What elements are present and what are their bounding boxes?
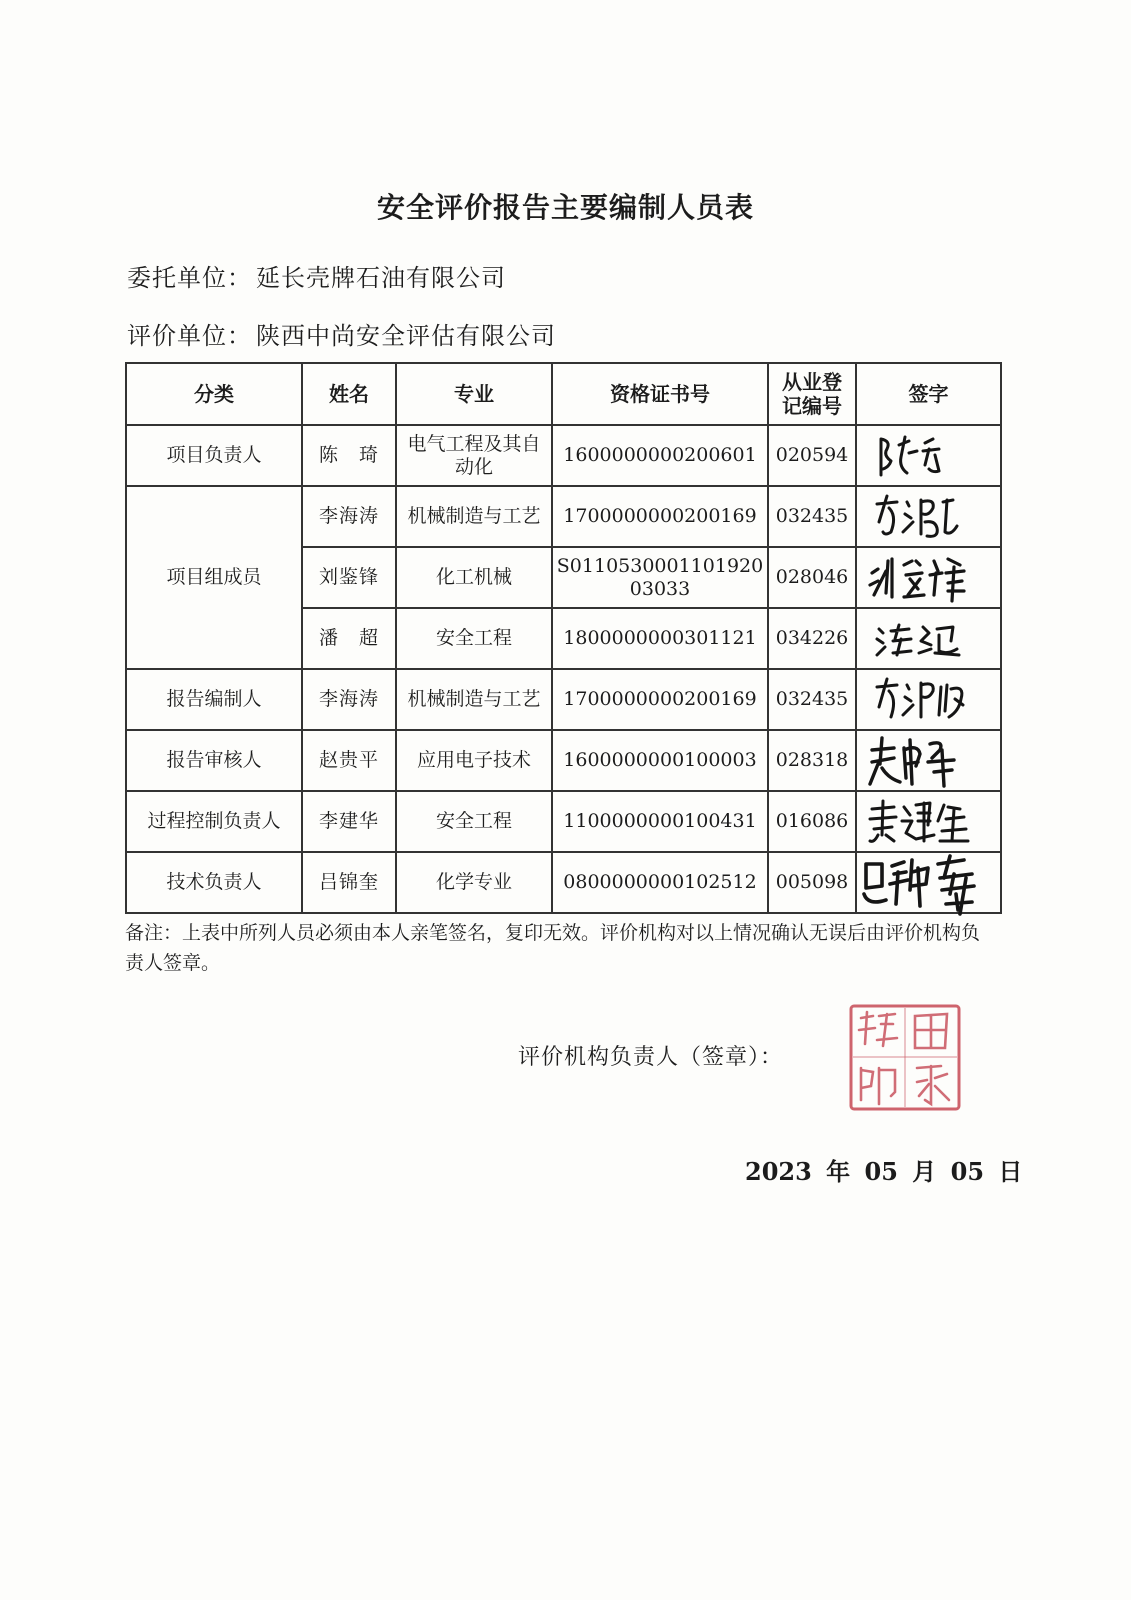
category-cell: 项目负责人 bbox=[126, 425, 302, 486]
client-value: 延长壳牌石油有限公司 bbox=[256, 264, 506, 292]
header-major: 专业 bbox=[396, 363, 552, 425]
reg-cell: 028318 bbox=[768, 730, 856, 791]
signature-cell bbox=[856, 425, 1001, 486]
handwritten-signature bbox=[869, 675, 989, 725]
major-cell: 化工机械 bbox=[396, 547, 552, 608]
cert-cell: 1800000000301121 bbox=[552, 608, 768, 669]
header-category: 分类 bbox=[126, 363, 302, 425]
reg-cell: 005098 bbox=[768, 852, 856, 913]
category-cell: 报告编制人 bbox=[126, 669, 302, 730]
personal-seal-stamp bbox=[845, 1000, 965, 1115]
cert-cell: 1600000000100003 bbox=[552, 730, 768, 791]
major-cell: 化学专业 bbox=[396, 852, 552, 913]
category-cell: 技术负责人 bbox=[126, 852, 302, 913]
reg-cell: 020594 bbox=[768, 425, 856, 486]
name-cell: 刘鉴锋 bbox=[302, 547, 396, 608]
table-row bbox=[126, 425, 1001, 486]
handwritten-signature bbox=[864, 795, 994, 849]
cert-cell: 1100000000100431 bbox=[552, 791, 768, 852]
evaluator-value: 陕西中尚安全评估有限公司 bbox=[256, 322, 556, 350]
major-cell: 电气工程及其自动化 bbox=[396, 425, 552, 486]
evaluator-label: 评价单位： bbox=[127, 322, 252, 350]
name-cell: 潘 超 bbox=[302, 608, 396, 669]
staff-table bbox=[125, 362, 1002, 914]
handwritten-signature bbox=[860, 854, 1000, 912]
client-line bbox=[127, 258, 506, 293]
table-row bbox=[126, 486, 1001, 547]
table-header-row bbox=[126, 363, 1001, 425]
name-cell: 赵贵平 bbox=[302, 730, 396, 791]
name-cell: 吕锦奎 bbox=[302, 852, 396, 913]
cert-value: S011053000110192003033 bbox=[556, 554, 764, 600]
major-cell: 机械制造与工艺 bbox=[396, 669, 552, 730]
name-cell: 陈 琦 bbox=[302, 425, 396, 486]
major-cell: 安全工程 bbox=[396, 608, 552, 669]
handwritten-signature bbox=[869, 431, 989, 481]
table-row bbox=[126, 852, 1001, 913]
reg-cell: 034226 bbox=[768, 608, 856, 669]
handwritten-signature bbox=[869, 617, 989, 661]
category-cell: 报告审核人 bbox=[126, 730, 302, 791]
handwritten-signature bbox=[864, 734, 994, 788]
header-cert: 资格证书号 bbox=[552, 363, 768, 425]
signature-cell bbox=[856, 730, 1001, 791]
cert-cell: 1700000000200169 bbox=[552, 486, 768, 547]
reg-cell: 016086 bbox=[768, 791, 856, 852]
document-title: 安全评价报告主要编制人员表 bbox=[376, 191, 754, 224]
client-label: 委托单位： bbox=[127, 264, 252, 292]
signature-cell bbox=[856, 669, 1001, 730]
category-cell: 项目组成员 bbox=[126, 486, 302, 669]
name-cell: 李海涛 bbox=[302, 669, 396, 730]
table-row bbox=[126, 730, 1001, 791]
handwritten-signature bbox=[869, 492, 989, 542]
cert-cell: 1700000000200169 bbox=[552, 669, 768, 730]
reg-cell: 032435 bbox=[768, 669, 856, 730]
signature-cell bbox=[856, 486, 1001, 547]
header-reg-line2: 记编号 bbox=[782, 394, 842, 418]
table-row bbox=[126, 791, 1001, 852]
header-signature: 签字 bbox=[856, 363, 1001, 425]
signature-cell bbox=[856, 791, 1001, 852]
major-cell: 安全工程 bbox=[396, 791, 552, 852]
name-cell: 李建华 bbox=[302, 791, 396, 852]
document-date: 2023 年 05 月 05 日 bbox=[745, 1157, 1023, 1186]
head-signature-label: 评价机构负责人（签章）： bbox=[518, 1045, 784, 1070]
signature-cell bbox=[856, 547, 1001, 608]
signature-cell bbox=[856, 852, 1001, 913]
major-cell: 机械制造与工艺 bbox=[396, 486, 552, 547]
name-cell: 李海涛 bbox=[302, 486, 396, 547]
reg-cell: 032435 bbox=[768, 486, 856, 547]
cert-cell bbox=[552, 547, 768, 608]
remarks-note: 备注：上表中所列人员必须由本人亲笔签名，复印无效。评价机构对以上情况确认无误后由评价机构负责人签章。 bbox=[125, 922, 981, 974]
cert-cell: 1600000000200601 bbox=[552, 425, 768, 486]
table-row bbox=[126, 669, 1001, 730]
signature-cell bbox=[856, 608, 1001, 669]
major-cell: 应用电子技术 bbox=[396, 730, 552, 791]
cert-cell: 0800000000102512 bbox=[552, 852, 768, 913]
header-name: 姓名 bbox=[302, 363, 396, 425]
reg-cell: 028046 bbox=[768, 547, 856, 608]
header-reg bbox=[768, 363, 856, 425]
category-cell: 过程控制负责人 bbox=[126, 791, 302, 852]
header-reg-line1: 从业登 bbox=[782, 370, 842, 394]
evaluator-line bbox=[127, 316, 556, 351]
handwritten-signature bbox=[864, 551, 994, 605]
